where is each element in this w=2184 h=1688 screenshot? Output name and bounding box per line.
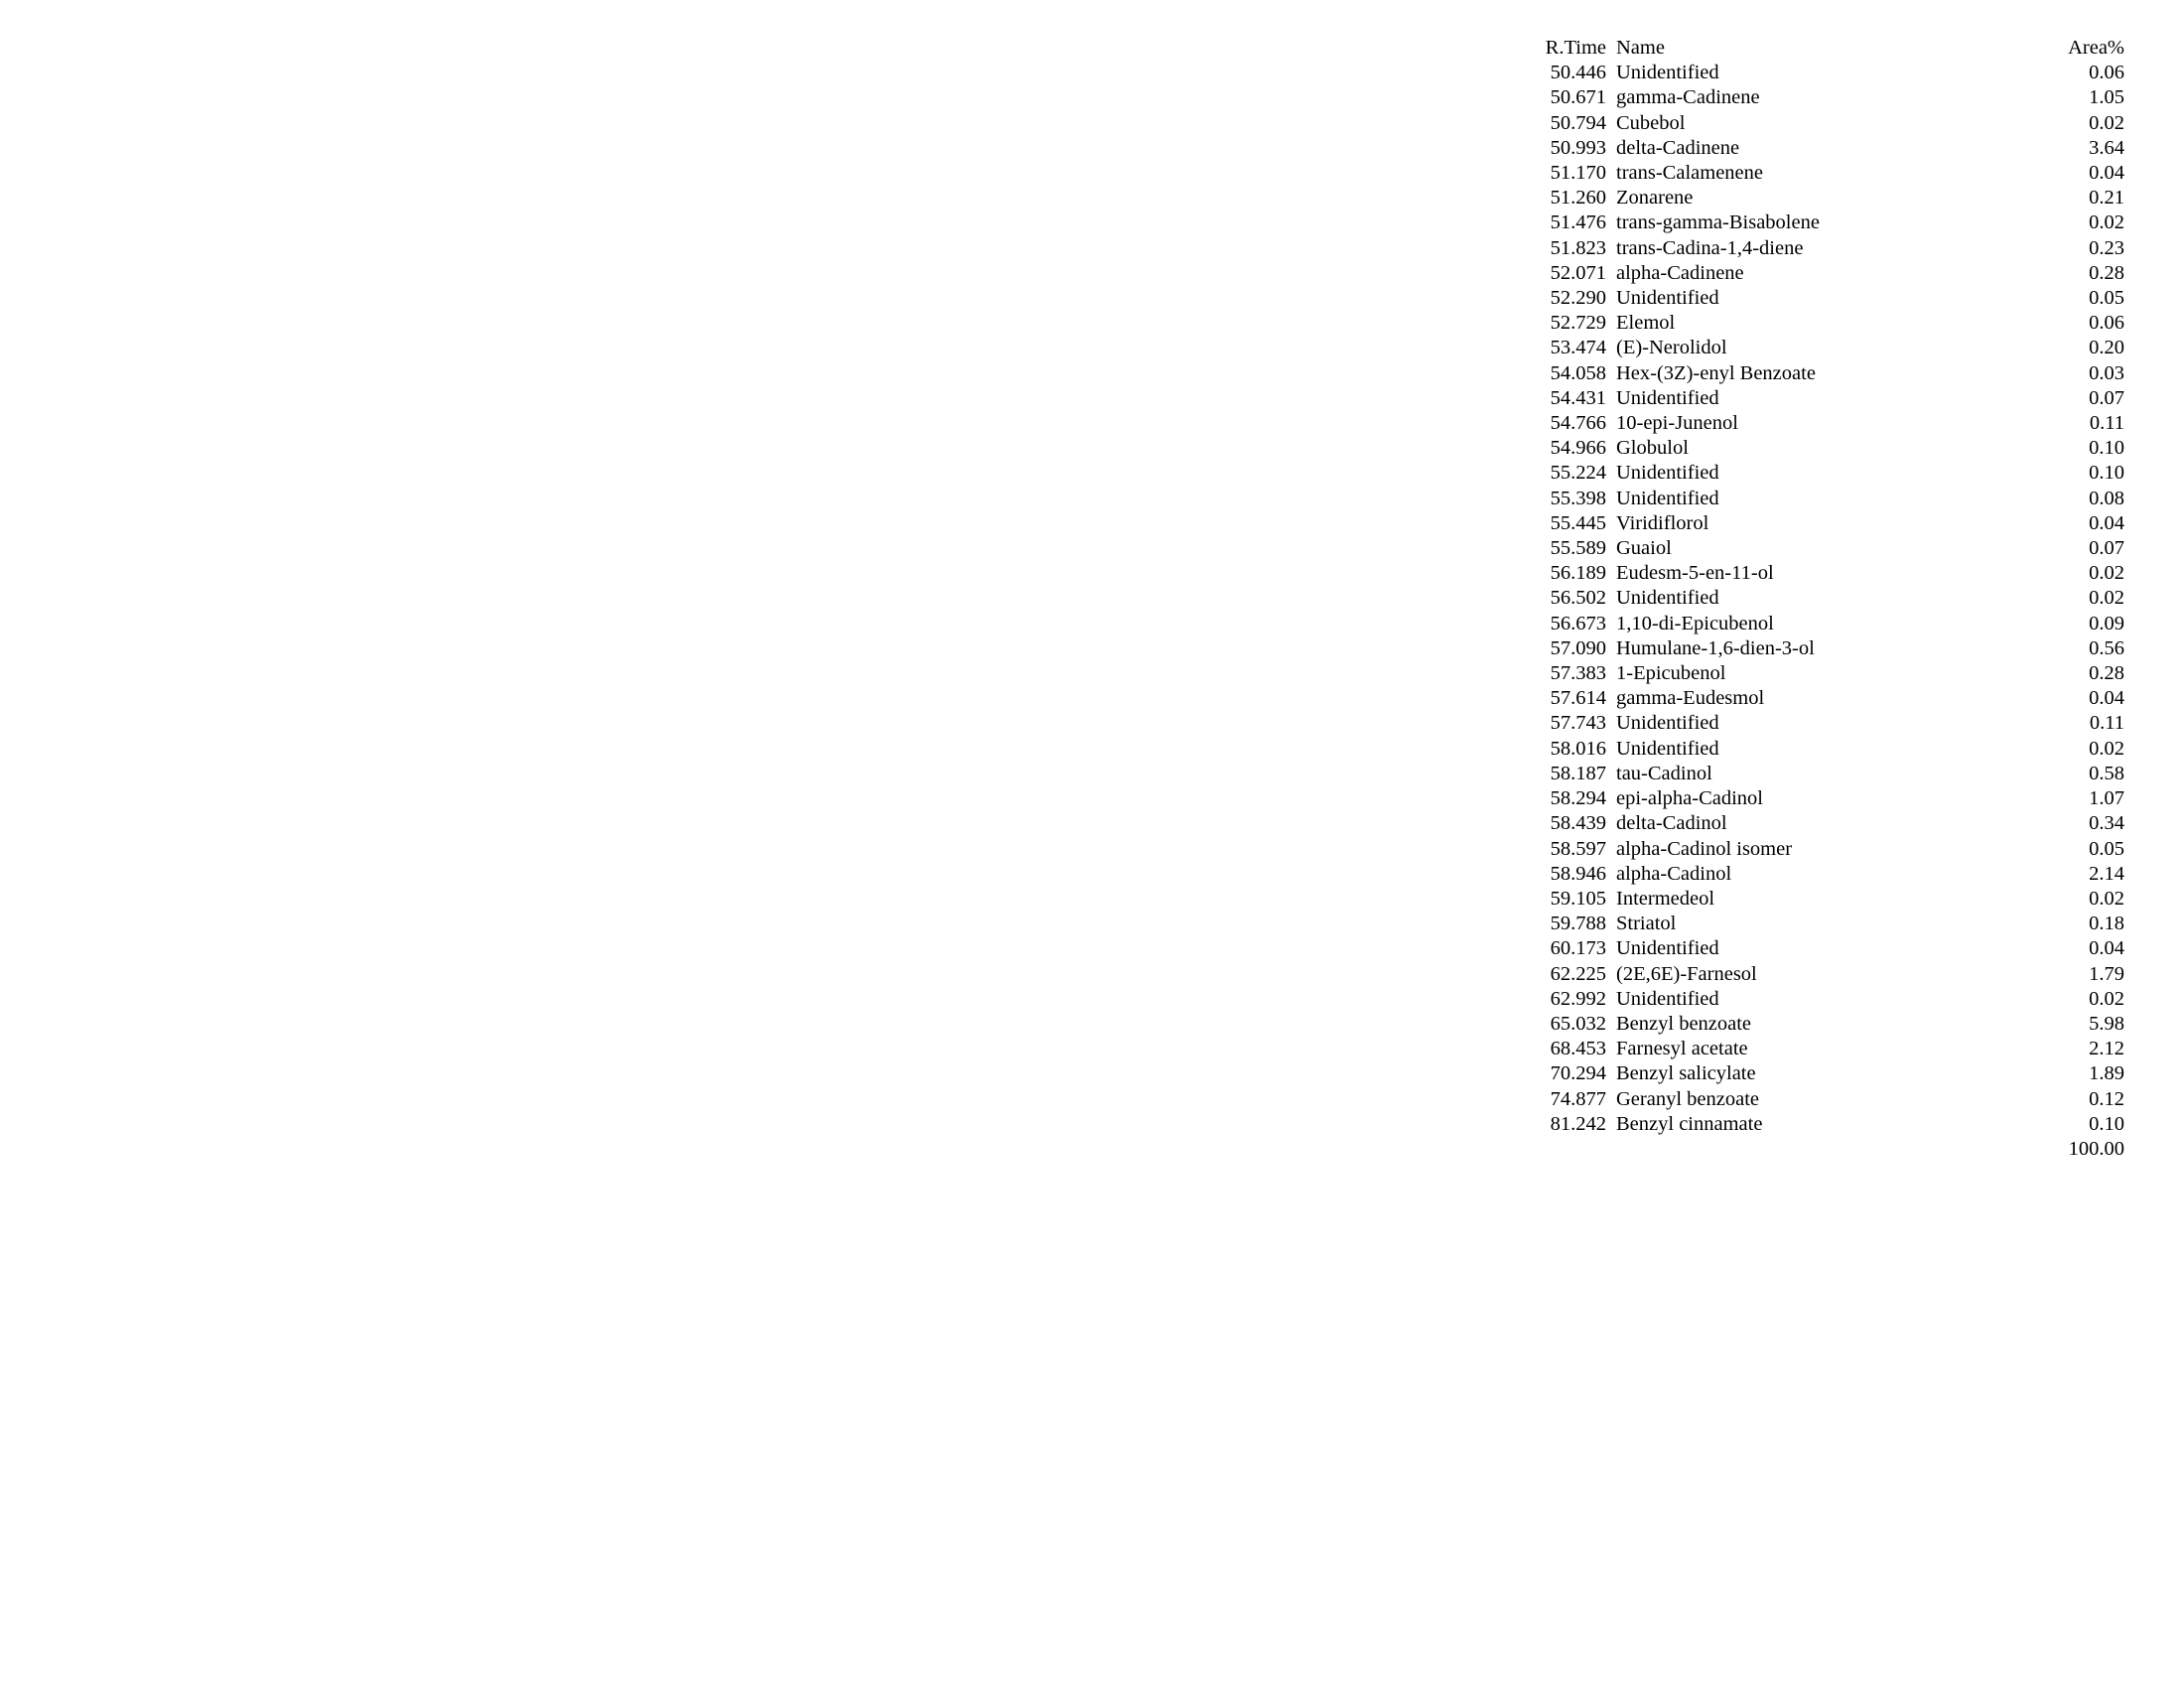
area-percent-cell: 0.10 <box>2089 462 2124 485</box>
compound-name-cell: trans-gamma-Bisabolene <box>1616 211 1820 234</box>
compound-name-cell: trans-Calamenene <box>1616 162 1763 185</box>
table-row <box>1529 1012 2124 1037</box>
compound-name-cell: epi-alpha-Cadinol <box>1616 787 1764 810</box>
table-row <box>1529 161 2124 186</box>
table-row <box>1529 261 2124 286</box>
compound-name-cell: Striatol <box>1616 913 1677 935</box>
table-row <box>1529 686 2124 711</box>
table-row <box>1529 386 2124 411</box>
area-percent-cell: 0.20 <box>2089 337 2124 359</box>
compound-name-cell: tau-Cadinol <box>1616 762 1712 784</box>
compound-name-cell: Zonarene <box>1616 187 1694 210</box>
rtime-cell: 51.476 <box>1550 211 1606 234</box>
compound-name-cell: Humulane-1,6-dien-3-ol <box>1616 636 1815 659</box>
area-percent-cell: 0.06 <box>2089 312 2124 335</box>
area-percent-cell: 0.02 <box>2089 587 2124 610</box>
rtime-cell: 54.966 <box>1550 437 1606 460</box>
area-percent-cell: 0.18 <box>2089 913 2124 935</box>
area-percent-cell: 0.02 <box>2089 211 2124 234</box>
compound-name-cell: Unidentified <box>1616 462 1719 485</box>
table-row <box>1529 136 2124 161</box>
rtime-cell: 65.032 <box>1550 1012 1606 1035</box>
area-percent-cell: 0.04 <box>2089 511 2124 534</box>
area-percent-cell: 0.02 <box>2089 562 2124 585</box>
area-percent-cell: 0.02 <box>2089 987 2124 1010</box>
compound-name-cell: Benzyl salicylate <box>1616 1062 1756 1085</box>
compound-name-cell: Unidentified <box>1616 587 1719 610</box>
table-body <box>1529 61 2124 1137</box>
area-percent-cell: 0.10 <box>2089 1112 2124 1135</box>
compound-name-cell: Eudesm-5-en-11-ol <box>1616 562 1774 585</box>
area-percent-cell: 0.03 <box>2089 361 2124 384</box>
table-row <box>1529 636 2124 661</box>
rtime-cell: 50.671 <box>1550 86 1606 109</box>
table-row <box>1529 487 2124 511</box>
area-percent-cell: 0.02 <box>2089 111 2124 134</box>
rtime-cell: 56.502 <box>1550 587 1606 610</box>
area-percent-cell: 0.28 <box>2089 662 2124 685</box>
table-row <box>1529 586 2124 611</box>
rtime-cell: 57.090 <box>1550 636 1606 659</box>
table-row <box>1529 536 2124 561</box>
compound-name-cell: Unidentified <box>1616 386 1719 409</box>
rtime-cell: 55.589 <box>1550 537 1606 560</box>
table-row <box>1529 85 2124 110</box>
compound-name-cell: Guaiol <box>1616 537 1672 560</box>
compound-name-cell: (2E,6E)-Farnesol <box>1616 962 1757 985</box>
area-percent-cell: 0.07 <box>2089 386 2124 409</box>
table-row <box>1529 1037 2124 1061</box>
table-row <box>1529 561 2124 586</box>
rtime-cell: 52.071 <box>1550 261 1606 284</box>
rtime-cell: 56.189 <box>1550 562 1606 585</box>
area-percent-cell: 0.04 <box>2089 937 2124 960</box>
area-percent-cell: 0.10 <box>2089 437 2124 460</box>
rtime-cell: 50.993 <box>1550 136 1606 159</box>
compound-name-cell: Hex-(3Z)-enyl Benzoate <box>1616 361 1816 384</box>
total-area-value: 100.00 <box>2068 1137 2124 1160</box>
compound-name-cell: 1,10-di-Epicubenol <box>1616 612 1774 634</box>
compound-name-cell: 1-Epicubenol <box>1616 662 1726 685</box>
rtime-cell: 68.453 <box>1550 1038 1606 1060</box>
table-row <box>1529 762 2124 786</box>
table-row <box>1529 361 2124 386</box>
area-percent-cell: 0.02 <box>2089 737 2124 760</box>
table-row <box>1529 236 2124 261</box>
total-time-cell <box>1529 1137 1606 1162</box>
header-area: Area% <box>2068 37 2124 59</box>
rtime-cell: 81.242 <box>1550 1112 1606 1135</box>
area-percent-cell: 0.23 <box>2089 236 2124 259</box>
rtime-cell: 51.823 <box>1550 236 1606 259</box>
area-percent-cell: 0.58 <box>2089 762 2124 784</box>
compound-name-cell: Cubebol <box>1616 111 1686 134</box>
table-row <box>1529 811 2124 836</box>
table-row <box>1529 661 2124 686</box>
area-percent-cell: 0.28 <box>2089 261 2124 284</box>
compound-name-cell: Intermedeol <box>1616 887 1715 910</box>
rtime-cell: 57.383 <box>1550 662 1606 685</box>
compound-name-cell: Benzyl benzoate <box>1616 1012 1752 1035</box>
compound-name-cell: Elemol <box>1616 312 1676 335</box>
table-row <box>1529 311 2124 336</box>
compound-name-cell: Geranyl benzoate <box>1616 1087 1759 1110</box>
compound-name-cell: Farnesyl acetate <box>1616 1038 1748 1060</box>
table-row <box>1529 612 2124 636</box>
rtime-cell: 58.439 <box>1550 812 1606 835</box>
table-header-row <box>1529 36 2124 61</box>
table-row <box>1529 436 2124 461</box>
rtime-cell: 56.673 <box>1550 612 1606 634</box>
compound-name-cell: 10-epi-Junenol <box>1616 412 1738 435</box>
area-percent-cell: 2.12 <box>2089 1038 2124 1060</box>
compound-table <box>1529 36 2124 1162</box>
area-percent-cell: 0.06 <box>2089 62 2124 84</box>
area-percent-cell: 0.05 <box>2089 287 2124 310</box>
rtime-cell: 55.224 <box>1550 462 1606 485</box>
compound-name-cell: Benzyl cinnamate <box>1616 1112 1763 1135</box>
area-percent-cell: 0.11 <box>2089 412 2124 435</box>
compound-name-cell: (E)-Nerolidol <box>1616 337 1727 359</box>
table-row <box>1529 186 2124 211</box>
compound-name-cell: alpha-Cadinol isomer <box>1616 837 1793 860</box>
rtime-cell: 58.294 <box>1550 787 1606 810</box>
table-row <box>1529 1061 2124 1086</box>
rtime-cell: 59.105 <box>1550 887 1606 910</box>
compound-name-cell: Unidentified <box>1616 987 1719 1010</box>
rtime-cell: 54.058 <box>1550 361 1606 384</box>
rtime-cell: 54.431 <box>1550 386 1606 409</box>
table-row <box>1529 1112 2124 1137</box>
rtime-cell: 74.877 <box>1550 1087 1606 1110</box>
total-row <box>1529 1137 2124 1162</box>
compound-name-cell: Globulol <box>1616 437 1689 460</box>
area-percent-cell: 0.07 <box>2089 537 2124 560</box>
area-percent-cell: 1.07 <box>2089 787 2124 810</box>
area-percent-cell: 3.64 <box>2089 136 2124 159</box>
rtime-cell: 51.260 <box>1550 187 1606 210</box>
area-percent-cell: 0.04 <box>2089 162 2124 185</box>
table-row <box>1529 511 2124 536</box>
rtime-cell: 58.187 <box>1550 762 1606 784</box>
compound-name-cell: Unidentified <box>1616 737 1719 760</box>
compound-name-cell: gamma-Eudesmol <box>1616 687 1765 710</box>
compound-name-cell: delta-Cadinene <box>1616 136 1740 159</box>
compound-name-cell: delta-Cadinol <box>1616 812 1727 835</box>
table-row <box>1529 211 2124 235</box>
rtime-cell: 53.474 <box>1550 337 1606 359</box>
table-row <box>1529 862 2124 887</box>
total-name-cell <box>1606 1137 2005 1162</box>
header-rtime: R.Time <box>1545 37 1606 59</box>
area-percent-cell: 0.56 <box>2089 636 2124 659</box>
header-name: Name <box>1616 37 1665 59</box>
rtime-cell: 55.398 <box>1550 487 1606 509</box>
rtime-cell: 52.729 <box>1550 312 1606 335</box>
rtime-cell: 62.225 <box>1550 962 1606 985</box>
compound-name-cell: alpha-Cadinol <box>1616 862 1732 885</box>
table-row <box>1529 936 2124 961</box>
rtime-cell: 52.290 <box>1550 287 1606 310</box>
area-percent-cell: 1.05 <box>2089 86 2124 109</box>
rtime-cell: 70.294 <box>1550 1062 1606 1085</box>
table-row <box>1529 887 2124 912</box>
compound-name-cell: Unidentified <box>1616 287 1719 310</box>
table-row <box>1529 1087 2124 1112</box>
compound-name-cell: Unidentified <box>1616 937 1719 960</box>
area-percent-cell: 2.14 <box>2089 862 2124 885</box>
rtime-cell: 58.016 <box>1550 737 1606 760</box>
table-row <box>1529 411 2124 436</box>
area-percent-cell: 0.05 <box>2089 837 2124 860</box>
compound-name-cell: Unidentified <box>1616 62 1719 84</box>
area-percent-cell: 0.11 <box>2089 712 2124 735</box>
table-row <box>1529 987 2124 1012</box>
table-row <box>1529 737 2124 762</box>
compound-name-cell: Unidentified <box>1616 712 1719 735</box>
table-row <box>1529 286 2124 311</box>
table-row <box>1529 111 2124 136</box>
area-percent-cell: 1.89 <box>2089 1062 2124 1085</box>
area-percent-cell: 0.34 <box>2089 812 2124 835</box>
rtime-cell: 62.992 <box>1550 987 1606 1010</box>
compound-name-cell: Viridiflorol <box>1616 511 1709 534</box>
area-percent-cell: 0.08 <box>2089 487 2124 509</box>
table-row <box>1529 711 2124 736</box>
rtime-cell: 54.766 <box>1550 412 1606 435</box>
table-row <box>1529 837 2124 862</box>
rtime-cell: 50.446 <box>1550 62 1606 84</box>
area-percent-cell: 0.02 <box>2089 887 2124 910</box>
rtime-cell: 55.445 <box>1550 511 1606 534</box>
area-percent-cell: 0.21 <box>2089 187 2124 210</box>
area-percent-cell: 0.09 <box>2089 612 2124 634</box>
table-row <box>1529 61 2124 85</box>
rtime-cell: 59.788 <box>1550 913 1606 935</box>
area-percent-cell: 5.98 <box>2089 1012 2124 1035</box>
rtime-cell: 58.946 <box>1550 862 1606 885</box>
rtime-cell: 57.743 <box>1550 712 1606 735</box>
rtime-cell: 51.170 <box>1550 162 1606 185</box>
compound-name-cell: alpha-Cadinene <box>1616 261 1744 284</box>
area-percent-cell: 0.12 <box>2089 1087 2124 1110</box>
rtime-cell: 57.614 <box>1550 687 1606 710</box>
rtime-cell: 60.173 <box>1550 937 1606 960</box>
compound-name-cell: gamma-Cadinene <box>1616 86 1760 109</box>
compound-name-cell: trans-Cadina-1,4-diene <box>1616 236 1804 259</box>
table-row <box>1529 962 2124 987</box>
compound-name-cell: Unidentified <box>1616 487 1719 509</box>
table-row <box>1529 336 2124 360</box>
area-percent-cell: 0.04 <box>2089 687 2124 710</box>
rtime-cell: 58.597 <box>1550 837 1606 860</box>
rtime-cell: 50.794 <box>1550 111 1606 134</box>
area-percent-cell: 1.79 <box>2089 962 2124 985</box>
table-row <box>1529 786 2124 811</box>
table-row <box>1529 912 2124 936</box>
table-row <box>1529 461 2124 486</box>
